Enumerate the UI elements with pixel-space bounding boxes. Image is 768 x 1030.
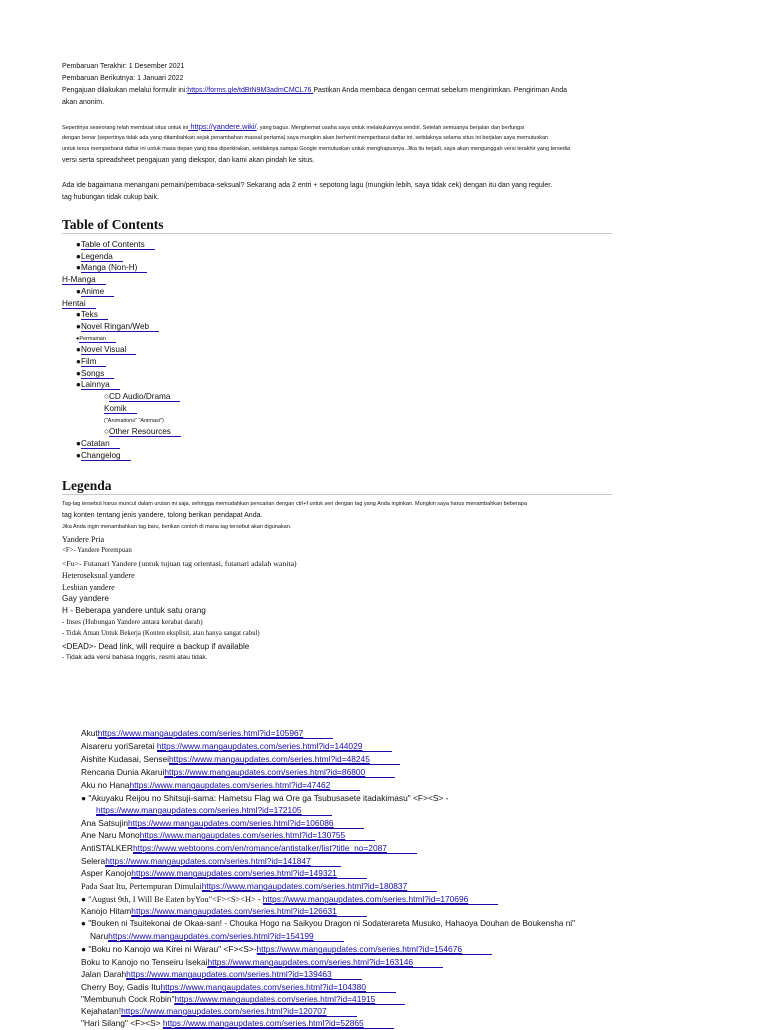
list-item: Rencana Dunia Akaruihttps://www.mangaupdates.com/series.html?id=86800 — [81, 766, 395, 779]
list-item: "Membunuh Cock Robin"https://www.mangaupdates.com/series.html?id=41915 — [81, 993, 405, 1006]
legend-tag-incest: - Inses (Hubungan Yandere antara kerabat darah) — [62, 618, 203, 626]
submission-line-2: akan anonim. — [62, 99, 105, 106]
toc-item-lainnya[interactable]: ●Lainnya — [76, 379, 120, 391]
entry-link[interactable]: https://www.mangaupdates.com/series.html?id=52865 — [163, 1018, 394, 1029]
legend-tag-futanari: <Fu>- Futanari Yandere (untuk tujuan tag orientasi, futanari adalah wanita) — [62, 559, 297, 568]
toc-item-manga[interactable]: ●Manga (Non-H) — [76, 262, 147, 274]
toc-item-songs[interactable]: ●Songs — [76, 368, 114, 380]
list-item: Cherry Boy, Gadis Ituhttps://www.mangaupdates.com/series.html?id=104380 — [81, 981, 396, 994]
list-item: ● "Akuyaku Reijou no Shitsuji-sama: Hametsu Flag wa Ore ga Tsubusasete itadakimasu" <F><S> - — [81, 793, 449, 803]
legend-intro-1: Tag-tag tersebut harus muncul dalam urutan ini saja, sehingga memudahkan pencarian dengan ctrl+f untuk seri dengan tag yang Anda inginkan. Mungkin saya harus menambahkan beberapa — [62, 501, 527, 507]
entry-link[interactable]: https://www.mangaupdates.com/series.html?id=120707 — [121, 1006, 357, 1017]
list-item: Kanojo Hitamhttps://www.mangaupdates.com/series.html?id=126631 — [81, 905, 367, 918]
legend-tag-female: <F>- Yandere Perempuan — [62, 547, 132, 554]
entry-link[interactable]: https://www.webtoons.com/en/romance/antistalker/list?title_no=2087 — [133, 843, 417, 854]
submission-form-link[interactable]: https://forms.gle/tdBtN9M3admCMCL76 — [187, 87, 314, 94]
list-item: Pada Saat Itu, Pertempuran Dimulaihttps://www.mangaupdates.com/series.html?id=180837 — [81, 880, 437, 894]
legend-heading: Legenda — [62, 478, 112, 493]
legend-divider — [62, 494, 612, 495]
toc-item-novel-visual[interactable]: ●Novel Visual — [76, 344, 136, 356]
toc-item-table-of-contents[interactable]: ●Table of Contents — [76, 239, 155, 251]
toc-item-legenda[interactable]: ●Legenda — [76, 251, 123, 263]
submission-line — [62, 86, 567, 95]
submission-prefix: Pengajuan dilakukan melalui formulir ini: — [62, 87, 188, 94]
list-item: ● "Bouken ni Tsuitekonai de Okaa-san! - Chouka Hogo na Saikyou Dragon ni Sodaterareta Musuko, Hahaoya Douhan de Boukensha ni" — [81, 919, 575, 928]
entry-link[interactable]: https://www.mangaupdates.com/series.html?id=48245 — [169, 754, 400, 765]
toc-item-film[interactable]: ●Film — [76, 356, 106, 368]
list-item: Boku to Kanojo no Tenseiru Isekaihttps://www.mangaupdates.com/series.html?id=163146 — [81, 956, 443, 969]
list-item: ● "August 9th, I Will Be Eaten byYou"<F><S><H> - https://www.mangaupdates.com/series.html?id=170696 — [81, 893, 498, 907]
list-item: Ane Naru Monohttps://www.mangaupdates.com/series.html?id=130755 — [81, 829, 375, 842]
toc-heading: Table of Contents — [62, 217, 164, 232]
entry-link[interactable]: https://www.mangaupdates.com/series.html?id=105967 — [98, 728, 334, 739]
idea-line-1: Ada ide bagaimana menangani pemain/pembaca-seksual? Sekarang ada 2 entri + sepotong lagu (mungkin lebih, saya tidak cek) dengan itu dan yang reguler. — [62, 182, 553, 189]
legend-tag-nsfw: - Tidak Aman Untuk Bekerja (Konten eksplisit, atau hanya sangat cabul) — [62, 630, 260, 637]
legend-tag-male: Yandere Pria — [62, 535, 105, 544]
entry-link[interactable]: https://www.mangaupdates.com/series.html?id=170696 — [263, 894, 499, 905]
entry-link[interactable]: https://www.mangaupdates.com/series.html?id=47462 — [129, 780, 360, 791]
entry-link[interactable]: https://www.mangaupdates.com/series.html?id=141847 — [105, 856, 341, 867]
idea-line-2: tag hubungan tidak cukup baik. — [62, 194, 159, 201]
toc-item-komik[interactable]: Komik — [104, 403, 137, 415]
intro-line-1 — [62, 123, 524, 132]
entry-link[interactable]: https://www.mangaupdates.com/series.html?id=149321 — [131, 868, 367, 879]
list-item: Kejahatan!https://www.mangaupdates.com/series.html?id=120707 — [81, 1005, 357, 1018]
list-item: Naruhttps://www.mangaupdates.com/series.html?id=154199 — [90, 930, 344, 943]
legend-tag-no-english: - Tidak ada versi bahasa Inggris, resmi atau tidak. — [62, 654, 208, 661]
list-item: "Hari Silang" <F><S> https://www.mangaupdates.com/series.html?id=52865 — [81, 1017, 394, 1030]
entry-link[interactable]: https://www.mangaupdates.com/series.html?id=180837 — [202, 881, 438, 892]
legend-tag-harem: H - Beberapa yandere untuk satu orang — [62, 606, 206, 615]
list-item: Ana Satsujinhttps://www.mangaupdates.com/series.html?id=106086 — [81, 817, 364, 830]
intro-line-3: untuk terus memperbarui daftar ini untuk masa depan yang bisa diperkirakan, setidaknya sampai Google memutuskan untuk menghapusnya. Jika itu terjadi, saya akan mengunggah versi terakhir yang tersedia — [62, 146, 571, 152]
yandere-wiki-link[interactable]: https://yandere.wiki/ — [188, 122, 257, 131]
toc-item-permainan[interactable]: ●Permainan — [76, 334, 116, 346]
list-item: AntiSTALKERhttps://www.webtoons.com/en/romance/antistalker/list?title_no=2087 — [81, 842, 417, 855]
intro-line-4: versi serta spreadsheet pengajuan yang diekspor, dan kami akan pindah ke situs. — [62, 157, 315, 164]
toc-item-anime[interactable]: ●Anime — [76, 286, 114, 298]
submission-suffix: Pastikan Anda membaca dengan cermat sebelum mengirimkan. Pengiriman Anda — [313, 87, 568, 94]
entry-link[interactable]: https://www.mangaupdates.com/series.html?id=163146 — [207, 957, 443, 968]
list-item: Jalan Darahhttps://www.mangaupdates.com/series.html?id=139463 — [81, 968, 362, 981]
list-item: ● "Boku no Kanojo wa Kirei ni Warau" <F><S>-https://www.mangaupdates.com/series.html?id=154676 — [81, 943, 492, 956]
list-item: Selerahttps://www.mangaupdates.com/series.html?id=141847 — [81, 855, 341, 868]
intro-prefix: Sepertinya seseorang telah membuat situs untuk ini — [62, 125, 189, 131]
legend-tag-lesbian: Lesbian yandere — [62, 583, 115, 592]
toc-item-animations[interactable]: ("Animations" "Animasi") — [104, 417, 164, 424]
entry-link[interactable]: https://www.mangaupdates.com/series.html?id=154199 — [108, 931, 344, 942]
toc-item-changelog[interactable]: ●Changelog — [76, 450, 131, 462]
entry-link[interactable]: https://www.mangaupdates.com/series.html?id=104380 — [160, 982, 396, 993]
entry-link[interactable]: https://www.mangaupdates.com/series.html?id=154676 — [257, 944, 493, 955]
intro-suffix: , yang bagus. Menghemat usaha saya untuk melakukannya sendiri. Setelah semuanya berjalan dan berfungsi — [256, 125, 525, 131]
legend-intro-3: Jika Anda ingin menambahkan tag baru, berikan contoh di mana tag tersebut akan digunakan. — [62, 524, 292, 530]
list-item: Aku no Hanahttps://www.mangaupdates.com/series.html?id=47462 — [81, 779, 360, 792]
legend-tag-hetero: Heteroseksual yandere — [62, 571, 135, 580]
entry-link[interactable]: https://www.mangaupdates.com/series.html?id=130755 — [140, 830, 376, 841]
list-item: Asper Kanojohttps://www.mangaupdates.com/series.html?id=149321 — [81, 867, 367, 880]
entry-link[interactable]: https://www.mangaupdates.com/series.html?id=106086 — [128, 818, 364, 829]
legend-intro-2: tag konten tentang jenis yandere, tolong berikan pendapat Anda. — [62, 512, 263, 519]
legend-tag-dead: <DEAD>- Dead link, will require a backup if available — [62, 642, 250, 651]
list-item: Akuthttps://www.mangaupdates.com/series.html?id=105967 — [81, 727, 333, 740]
entry-link[interactable]: https://www.mangaupdates.com/series.html?id=86800 — [164, 767, 395, 778]
next-update-text: Pembaruan Berikutnya: 1 Januari 2022 — [62, 75, 184, 82]
toc-item-h-manga[interactable]: H-Manga — [62, 274, 106, 286]
list-item: Aishite Kudasai, Senseihttps://www.mangaupdates.com/series.html?id=48245 — [81, 753, 400, 766]
entry-link[interactable]: https://www.mangaupdates.com/series.html?id=172105 — [96, 805, 332, 816]
toc-item-teks[interactable]: ●Teks — [76, 309, 108, 321]
list-item: Aisareru yoriSaretai https://www.mangaupdates.com/series.html?id=144029 — [81, 740, 392, 753]
toc-item-other-resources[interactable]: ○Other Resources — [104, 426, 181, 438]
last-updated-text: Pembaruan Terakhir: 1 Desember 2021 — [62, 63, 185, 70]
entry-link[interactable]: https://www.mangaupdates.com/series.html?id=126631 — [131, 906, 367, 917]
entry-link[interactable]: https://www.mangaupdates.com/series.html?id=144029 — [157, 741, 393, 752]
entry-link[interactable]: https://www.mangaupdates.com/series.html?id=139463 — [126, 969, 362, 980]
toc-divider — [62, 233, 612, 234]
toc-item-hentai[interactable]: Hentai — [62, 298, 96, 310]
intro-line-2: dengan benar (sepertinya tidak ada yang ditambahkan sejak penambahan massal pertama) saya mungkin akan berhenti memperbarui daftar ini, setidaknya selama situs ini berjalan saya memutuskan — [62, 135, 549, 141]
toc-item-catatan[interactable]: ●Catatan — [76, 438, 120, 450]
legend-tag-gay: Gay yandere — [62, 594, 109, 603]
list-item — [96, 804, 332, 817]
toc-item-cd-audio[interactable]: ○CD Audio/Drama — [104, 391, 180, 403]
toc-item-novel-ringan[interactable]: ●Novel Ringan/Web — [76, 321, 159, 333]
entry-link[interactable]: https://www.mangaupdates.com/series.html?id=41915 — [174, 994, 405, 1005]
